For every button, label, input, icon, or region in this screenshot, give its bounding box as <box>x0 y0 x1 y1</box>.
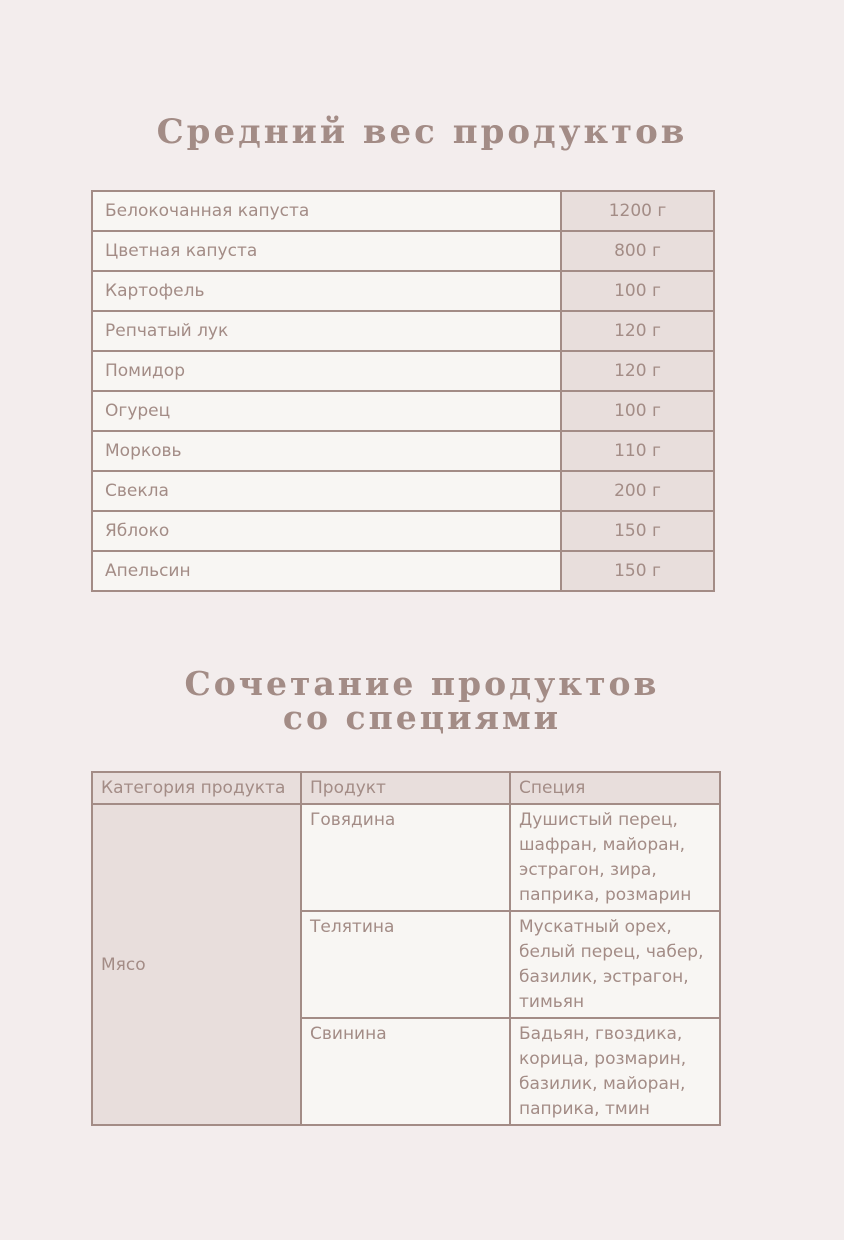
product-name-cell: Белокочанная капуста <box>92 191 561 231</box>
table-row <box>92 191 714 231</box>
table-row <box>92 511 714 551</box>
product-weight-cell: 800 г <box>561 231 714 271</box>
product-name-cell: Яблоко <box>92 511 561 551</box>
table-row <box>92 231 714 271</box>
product-weight-cell: 100 г <box>561 391 714 431</box>
product-weight-cell: 120 г <box>561 311 714 351</box>
product-weight-cell: 200 г <box>561 471 714 511</box>
table-row <box>92 351 714 391</box>
product-name-cell: Свекла <box>92 471 561 511</box>
product-weight-cell: 120 г <box>561 351 714 391</box>
product-cell: Свинина <box>301 1018 510 1125</box>
product-weight-cell: 110 г <box>561 431 714 471</box>
spice-cell: Мускатный орех, белый перец, чабер, базилик, эстрагон, тимьян <box>510 911 720 1018</box>
product-name-cell: Огурец <box>92 391 561 431</box>
product-name-cell: Цветная капуста <box>92 231 561 271</box>
table-header-row <box>92 772 720 804</box>
product-cell: Телятина <box>301 911 510 1018</box>
header-spice: Специя <box>510 772 720 804</box>
spice-cell: Бадьян, гвоздика, корица, розмарин, базилик, майоран, паприка, тмин <box>510 1018 720 1125</box>
product-name-cell: Репчатый лук <box>92 311 561 351</box>
table-row <box>92 311 714 351</box>
average-weight-table <box>91 190 715 592</box>
product-weight-cell: 150 г <box>561 551 714 591</box>
product-name-cell: Морковь <box>92 431 561 471</box>
spice-pairing-title <box>0 664 844 737</box>
table-row <box>92 431 714 471</box>
spice-pairing-title-line2: со специями <box>282 698 562 737</box>
category-cell: Мясо <box>92 804 301 1125</box>
product-name-cell: Апельсин <box>92 551 561 591</box>
spice-pairing-title-line1: Сочетание продуктов <box>184 664 660 703</box>
header-product: Продукт <box>301 772 510 804</box>
table-row <box>92 271 714 311</box>
product-weight-cell: 150 г <box>561 511 714 551</box>
average-weight-title: Средний вес продуктов <box>156 112 688 152</box>
table-row <box>92 391 714 431</box>
table-row <box>92 804 720 911</box>
table-row <box>92 471 714 511</box>
spice-cell: Душистый перец, шафран, майоран, эстрагон, зира, паприка, розмарин <box>510 804 720 911</box>
product-name-cell: Картофель <box>92 271 561 311</box>
spice-pairing-table <box>91 771 721 1126</box>
header-category: Категория продукта <box>92 772 301 804</box>
product-weight-cell: 1200 г <box>561 191 714 231</box>
product-cell: Говядина <box>301 804 510 911</box>
product-name-cell: Помидор <box>92 351 561 391</box>
table-row <box>92 551 714 591</box>
product-weight-cell: 100 г <box>561 271 714 311</box>
